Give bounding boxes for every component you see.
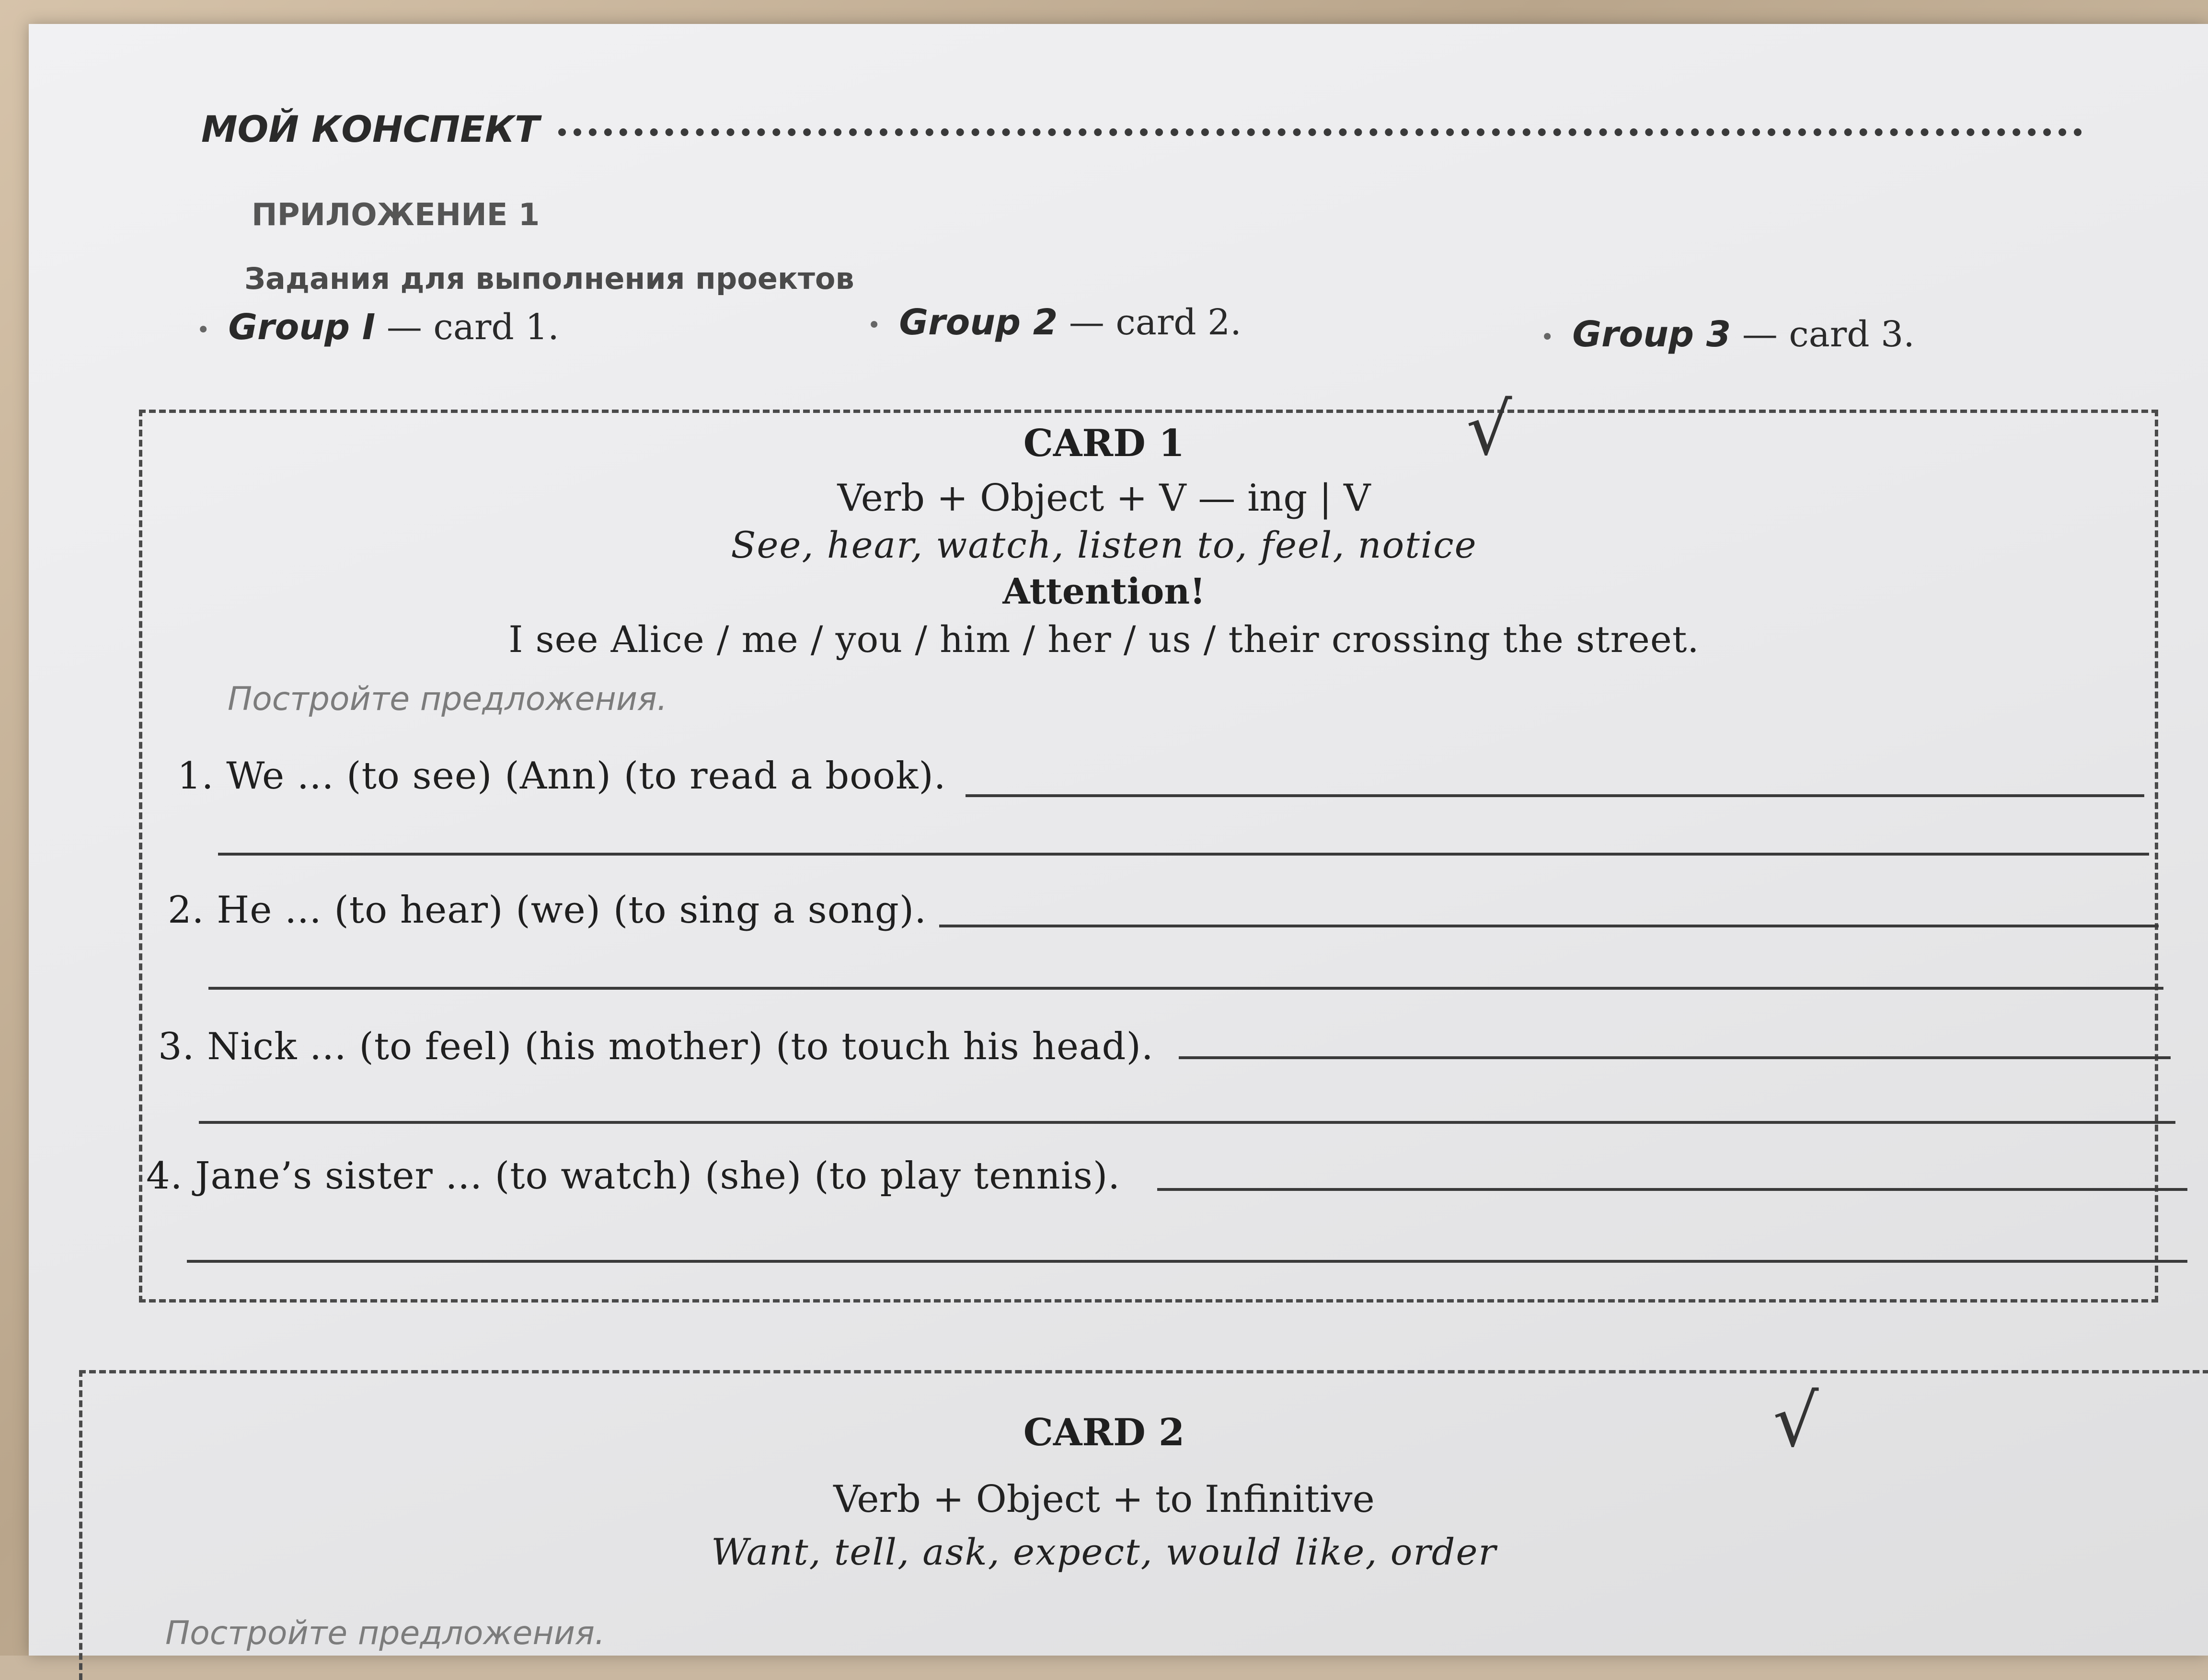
group-card: — card 1. <box>386 307 559 348</box>
card-2-formula: Verb + Object + to Infinitive <box>833 1478 1375 1521</box>
card-1-instruction: Постройте предложения. <box>228 680 667 718</box>
exercise-2: 2. He ... (to hear) (we) (to sing a song). <box>168 889 927 932</box>
answer-line <box>1157 1188 2187 1191</box>
answer-line <box>1179 1056 2171 1059</box>
answer-line <box>966 794 2144 797</box>
bullet-icon: • <box>196 316 210 343</box>
header-title: МОЙ КОНСПЕКТ <box>201 108 540 150</box>
card-1-title: CARD 1 <box>1023 422 1185 465</box>
exercise-3: 3. Nick ... (to feel) (his mother) (to touch his head). <box>158 1025 1154 1068</box>
checkmark-icon: √ <box>1466 388 1512 471</box>
card-1-formula: Verb + Object + V — ing | V <box>837 477 1371 520</box>
card-1-attention: Attention! <box>1002 571 1206 612</box>
group-item-2 <box>867 302 1242 343</box>
card-1-verbs: See, hear, watch, listen to, feel, notice <box>731 524 1477 566</box>
group-name: Group 3 <box>1572 314 1731 355</box>
group-name: Group I <box>228 307 376 348</box>
checkmark-icon: √ <box>1773 1380 1819 1463</box>
appendix-subtitle: Задания для выполнения проектов <box>244 261 854 296</box>
exercise-1: 1. We ... (to see) (Ann) (to read a book). <box>177 754 946 798</box>
exercise-4: 4. Jane’s sister ... (to watch) (she) (to play tennis). <box>146 1154 1121 1198</box>
card-2-instruction: Постройте предложения. <box>165 1614 605 1652</box>
group-card: — card 2. <box>1069 302 1242 343</box>
bullet-icon: • <box>1541 323 1554 351</box>
group-item-3 <box>1541 314 1915 355</box>
group-item-1 <box>196 307 559 348</box>
answer-line <box>199 1121 2175 1124</box>
appendix-title: ПРИЛОЖЕНИЕ 1 <box>252 197 540 233</box>
group-name: Group 2 <box>899 302 1058 343</box>
answer-line <box>939 925 2159 927</box>
card-1-example: I see Alice / me / you / him / her / us / their crossing the street. <box>508 618 1700 661</box>
card-2-verbs: Want, tell, ask, expect, would like, order <box>711 1531 1497 1573</box>
card-2-title: CARD 2 <box>1023 1411 1185 1454</box>
answer-line <box>218 853 2149 856</box>
group-card: — card 3. <box>1742 314 1915 355</box>
answer-line <box>208 987 2163 990</box>
bullet-icon: • <box>867 311 881 339</box>
answer-line <box>187 1260 2187 1263</box>
header-dotted-rule <box>558 128 2082 136</box>
